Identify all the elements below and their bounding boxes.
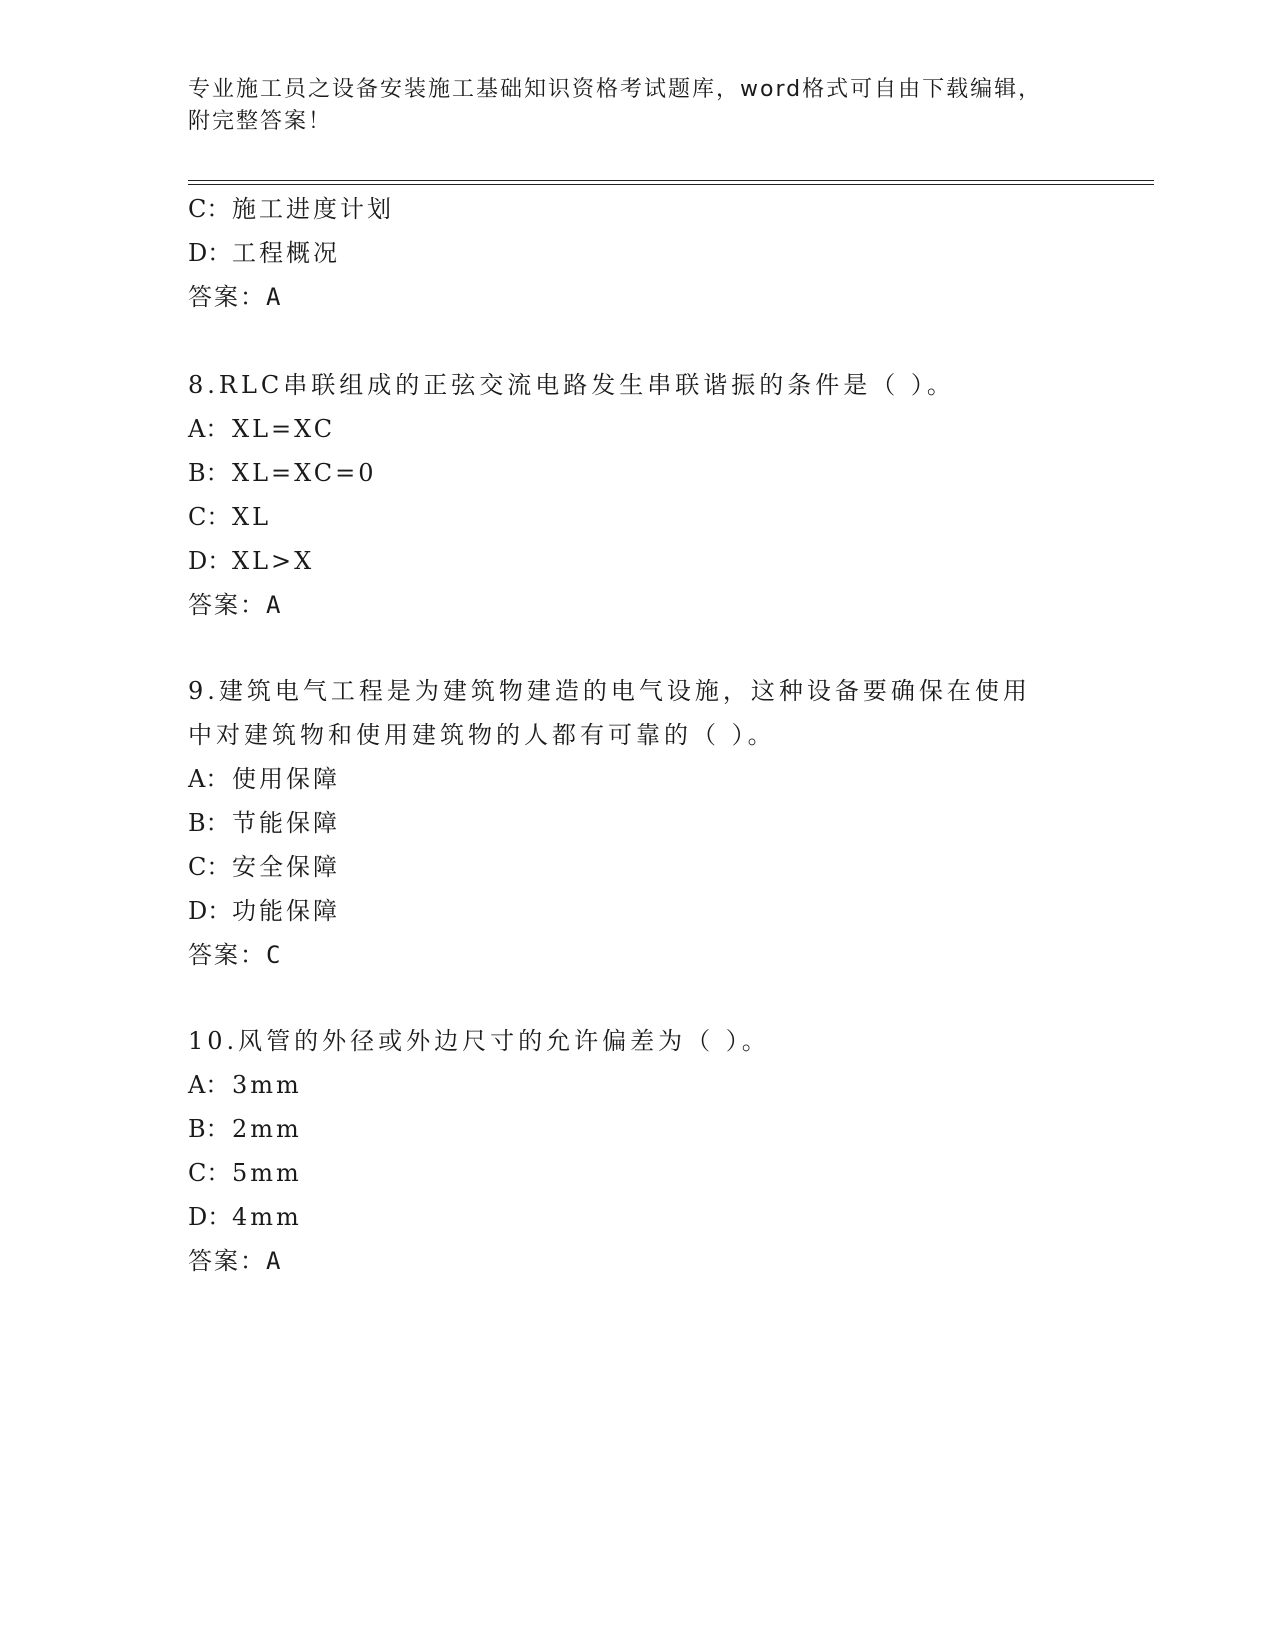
document-header xyxy=(188,74,1068,138)
header-line-2: 附完整答案！ xyxy=(188,109,333,134)
option-text: 5mm xyxy=(232,1159,302,1187)
q10-option-a: A： 3mm xyxy=(188,1071,302,1099)
option-text: XL xyxy=(232,503,272,531)
option-text: 工程概况 xyxy=(232,239,340,267)
question-9-line-2: 中对建筑物和使用建筑物的人都有可靠的（ ）。 xyxy=(188,721,776,749)
question-8: 8.RLC串联组成的正弦交流电路发生串联谐振的条件是（ ）。 xyxy=(188,371,955,399)
q8-option-d: D：XL>X xyxy=(188,547,315,575)
option-text: 使用保障 xyxy=(232,765,340,793)
q9-option-c: C：安全保障 xyxy=(188,853,340,881)
option-d: D：工程概况 xyxy=(188,239,340,267)
q10-option-d: D：4mm xyxy=(188,1203,302,1231)
answer-value: A xyxy=(266,283,282,311)
option-text: XL=XC xyxy=(232,415,336,443)
answer-value: A xyxy=(266,1247,282,1275)
q9-answer-line: 答案：C xyxy=(188,941,282,969)
answer-value: C xyxy=(266,941,282,969)
option-text: 3mm xyxy=(232,1071,302,1099)
option-text: 4mm xyxy=(232,1203,302,1231)
question-9-line-1: 9.建筑电气工程是为建筑物建造的电气设施，这种设备要确保在使用 xyxy=(188,677,1031,705)
q9-option-a: A： 使用保障 xyxy=(188,765,340,793)
option-c: C：施工进度计划 xyxy=(188,195,394,223)
q8-answer-line: 答案：A xyxy=(188,591,282,619)
q9-option-b: B：节能保障 xyxy=(188,809,340,837)
q10-option-b: B：2mm xyxy=(188,1115,302,1143)
answer-value: A xyxy=(266,591,282,619)
answer-line: 答案：A xyxy=(188,283,282,311)
option-text: 施工进度计划 xyxy=(232,195,394,223)
q8-option-b: B：XL=XC=0 xyxy=(188,459,377,487)
q9-option-d: D：功能保障 xyxy=(188,897,340,925)
option-text: XL=XC=0 xyxy=(232,459,377,487)
header-line-1: 专业施工员之设备安装施工基础知识资格考试题库，word格式可自由下载编辑， xyxy=(188,77,1043,102)
q10-option-c: C：5mm xyxy=(188,1159,302,1187)
q10-answer-line: 答案：A xyxy=(188,1247,282,1275)
header-divider-top xyxy=(188,180,1154,181)
option-text: XL>X xyxy=(232,547,315,575)
question-10: 10.风管的外径或外边尺寸的允许偏差为（ ）。 xyxy=(188,1027,770,1055)
header-divider-bottom xyxy=(188,184,1154,185)
q8-option-c: C：XL xyxy=(188,503,272,531)
option-text: 2mm xyxy=(232,1115,302,1143)
option-text: 安全保障 xyxy=(232,853,340,881)
q8-option-a: A： XL=XC xyxy=(188,415,336,443)
option-text: 节能保障 xyxy=(232,809,340,837)
option-text: 功能保障 xyxy=(232,897,340,925)
